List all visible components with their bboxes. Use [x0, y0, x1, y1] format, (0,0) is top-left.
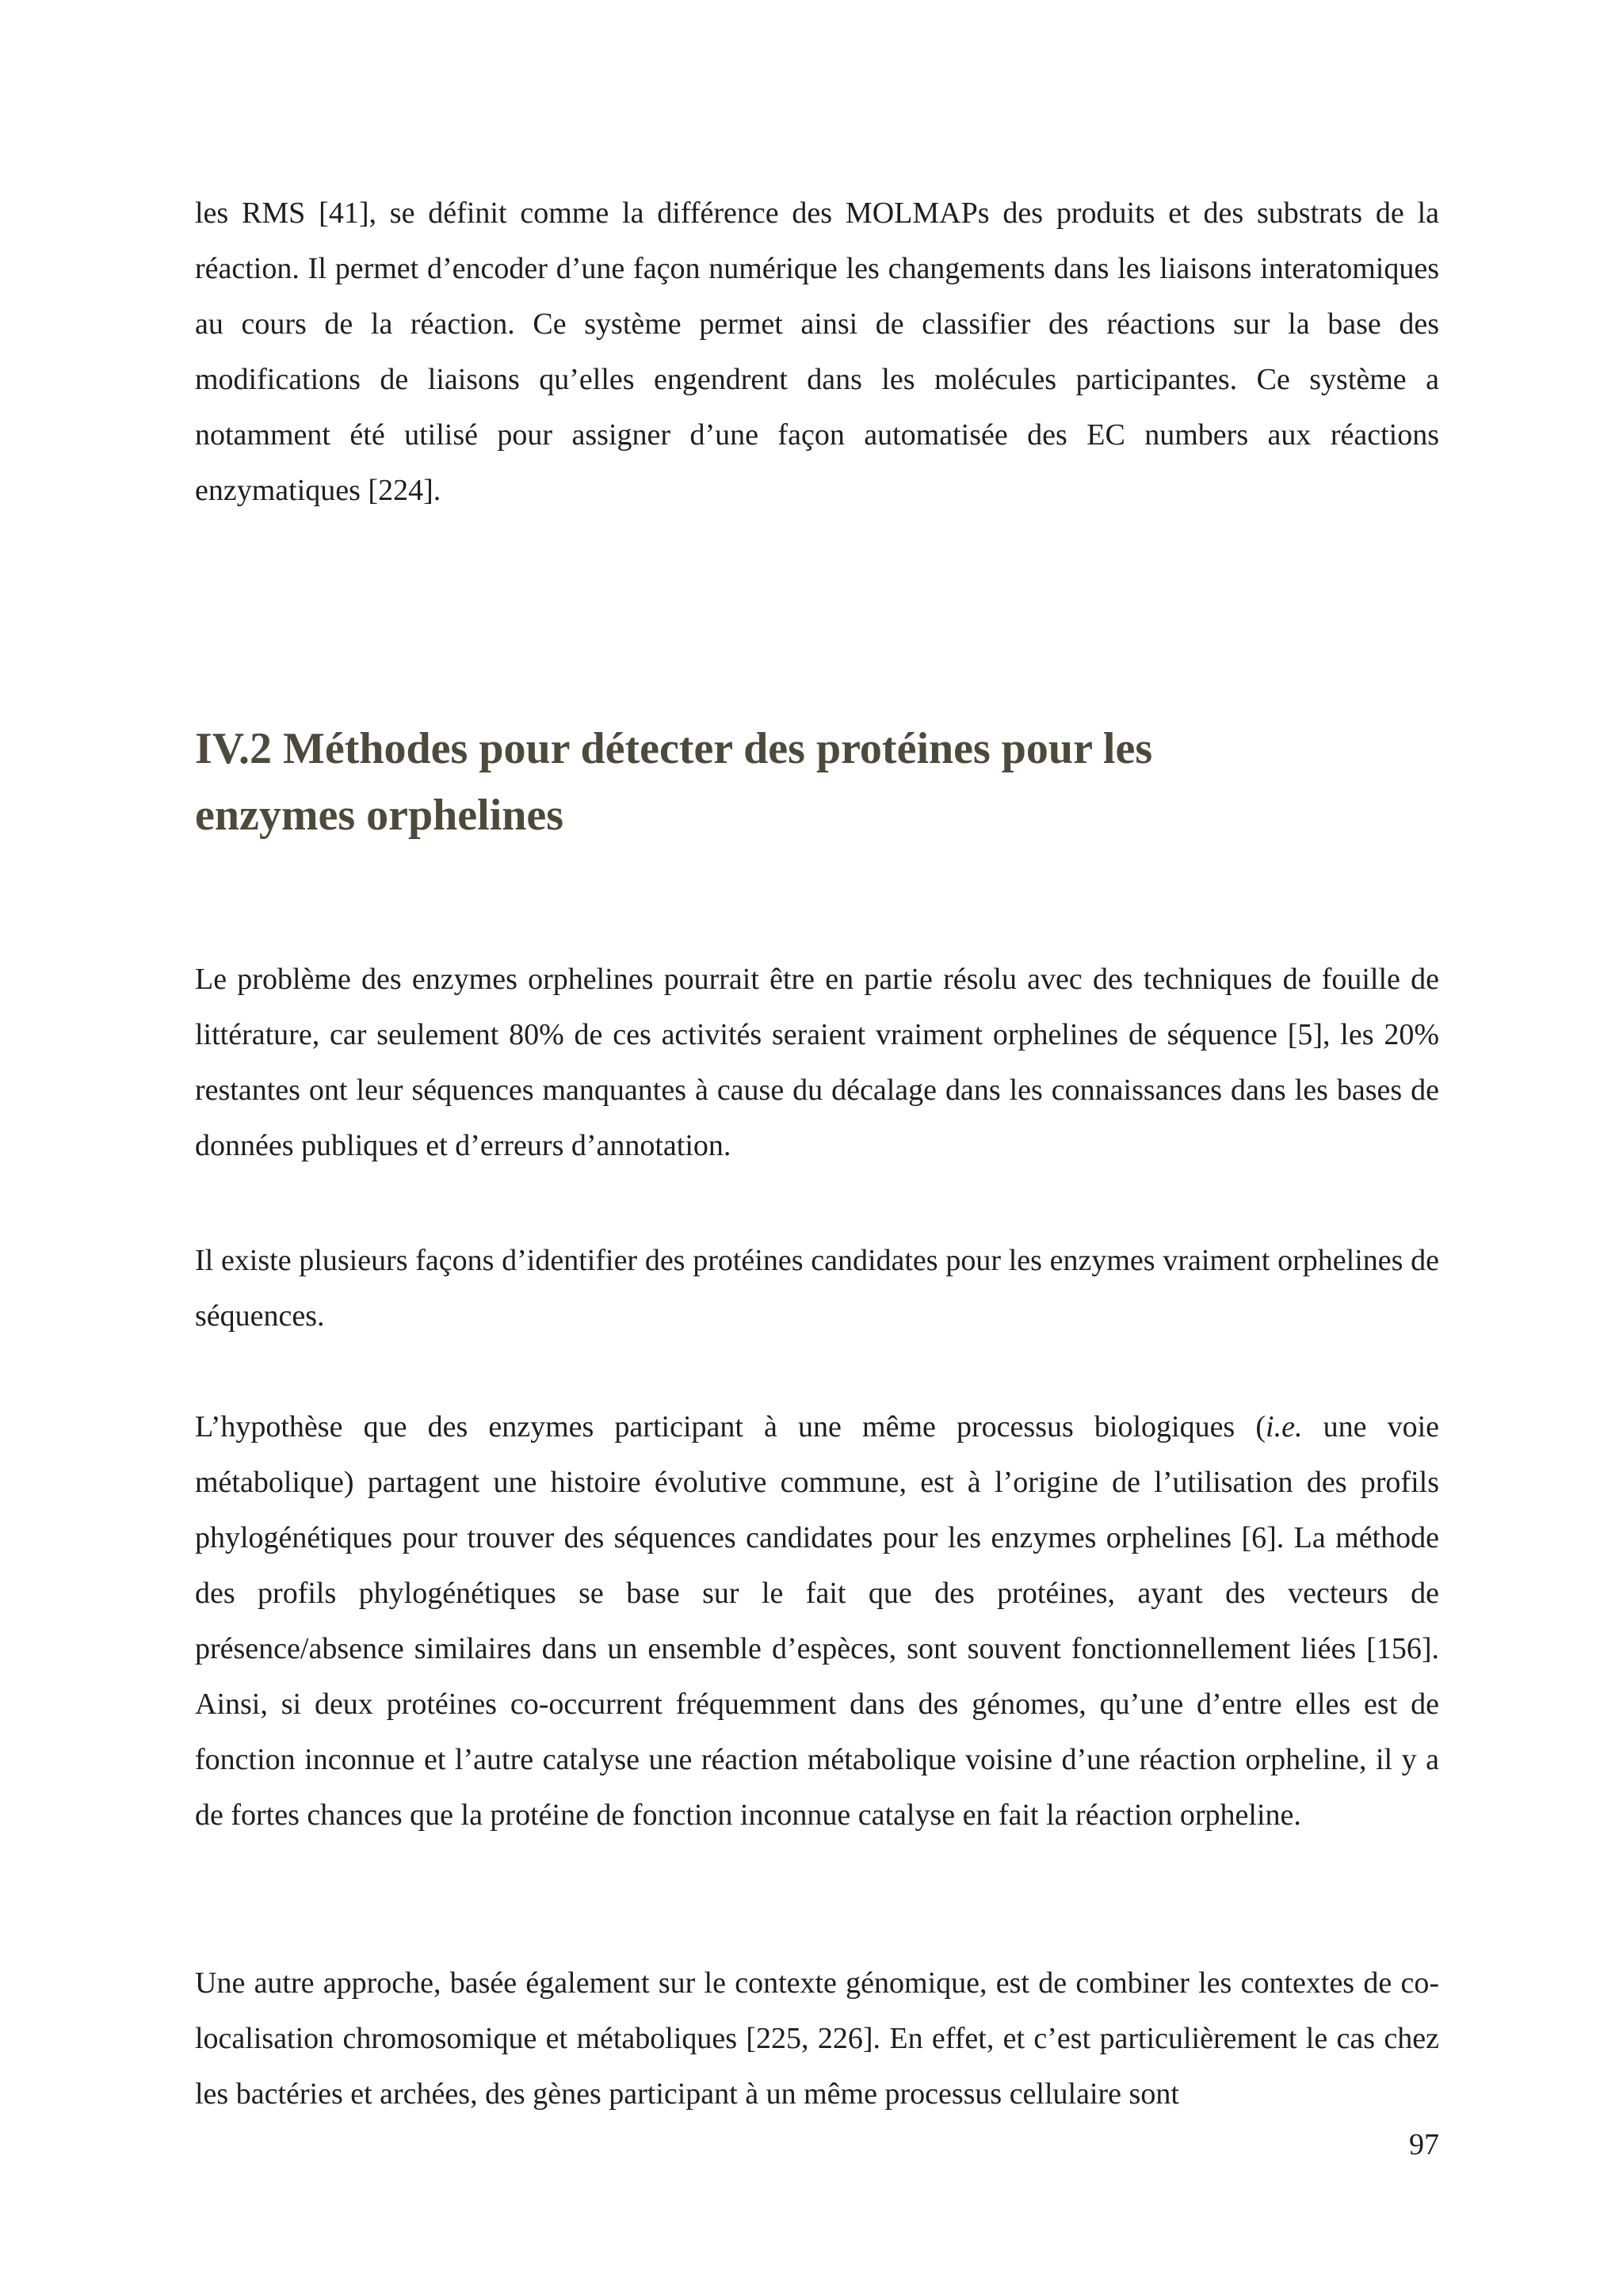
- paragraph-text: les RMS [41], se définit comme la différence des MOLMAPs des produits et des substrats de la réaction. Il permet d’encoder d’une façon numérique les changements dans les liaisons interatomiques au cours de la réaction. Ce système permet ainsi de classifier des réactions sur la base des modifications de liaisons qu’elles engendrent dans les molécules participantes. Ce système a notamment été utilisé pour assigner d’une façon automatisée des EC numbers aux réactions enzymatiques [224].: [195, 196, 1439, 507]
- paragraph-phylogenetic-profiles: [195, 1399, 1439, 1843]
- paragraph-text-before: L’hypothèse que des enzymes participant à une même processus biologiques (: [195, 1410, 1266, 1444]
- paragraph-text: Une autre approche, basée également sur le contexte génomique, est de combiner les contextes de co-localisation chromosomique et métaboliques [225, 226]. En effet, et c’est particulièrement le cas chez les bactéries et archées, des gènes participant à un même processus cellulaire sont: [195, 1966, 1439, 2111]
- section-heading: [195, 715, 1439, 849]
- section-heading-line-2: enzymes orphelines: [195, 791, 564, 840]
- section-heading-line-1: IV.2 Méthodes pour détecter des protéines pour les: [195, 724, 1153, 773]
- paragraph-rms-definition: [195, 185, 1439, 518]
- paragraph-text-after: une voie métabolique) partagent une histoire évolutive commune, est à l’origine de l’utilisation des profils phylogénétiques pour trouver des séquences candidates pour les enzymes orphelines [6]. La méthode des profils phylogénétiques se base sur le fait que des protéines, ayant des vecteurs de présence/absence similaires dans un ensemble d’espèces, sont souvent fonctionnellement liées [156]. Ainsi, si deux protéines co-occurrent fréquemment dans des génomes, qu’une d’entre elles est de fonction inconnue et l’autre catalyse une réaction métabolique voisine d’une réaction orpheline, il y a de fortes chances que la protéine de fonction inconnue catalyse en fait la réaction orpheline.: [195, 1410, 1440, 1832]
- page-number: 97: [1409, 2128, 1439, 2161]
- paragraph-literature-mining: [195, 952, 1439, 1173]
- paragraph-text: Il existe plusieurs façons d’identifier des protéines candidates pour les enzymes vraiment orphelines de séquences.: [195, 1244, 1439, 1333]
- paragraph-text: Le problème des enzymes orphelines pourrait être en partie résolu avec des techniques de fouille de littérature, car seulement 80% de ces activités seraient vraiment orphelines de séquence [5], les 20% restantes ont leur séquences manquantes à cause du décalage dans les connaissances dans les bases de données publiques et d’erreurs d’annotation.: [195, 963, 1439, 1162]
- paragraph-identification-methods: [195, 1233, 1439, 1344]
- paragraph-genomic-context: [195, 1955, 1439, 2122]
- paragraph-text-italic: i.e.: [1266, 1410, 1303, 1444]
